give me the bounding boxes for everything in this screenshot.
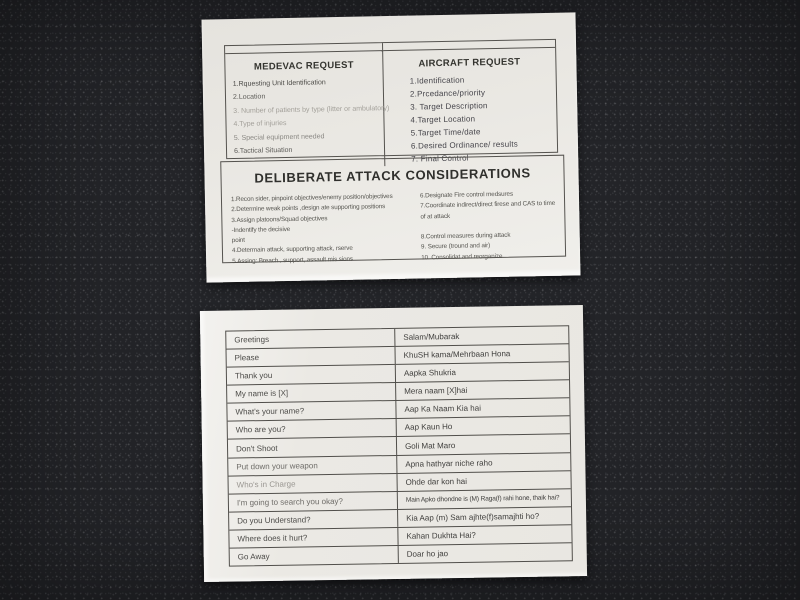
aircraft-item: 7. Final Control	[411, 153, 469, 164]
considerations-left-column	[231, 191, 421, 267]
considerations-section	[220, 155, 566, 264]
medevac-item: 4.Type of injuries	[233, 120, 287, 129]
medevac-item: 1.Rquesting Unit Identification	[232, 79, 326, 89]
phrase-translation: Apna hathyar niche raho	[405, 458, 493, 469]
phrase-translation: Kahan Dukhta Hai?	[406, 530, 476, 541]
phrase-translation: Aap Kaun Ho	[404, 422, 453, 433]
aircraft-item: 6.Desired Ordinance/ results	[410, 139, 519, 151]
phrase-english: Put down your weapon	[228, 455, 397, 475]
aircraft-item: 4.Target Location	[410, 114, 476, 125]
consideration-line: 5.Assing: Breach , support, assault mis sions	[232, 255, 353, 265]
medevac-item: 6.Tactical Situation	[233, 146, 293, 156]
phrase-translation: Aap Ka Naam Kia hai	[404, 403, 482, 415]
phrase-translation: Ohde dar kon hai	[405, 476, 468, 487]
aircraft-item: 1.Identification	[409, 75, 465, 86]
phrase-translation: Goli Mat Maro	[404, 440, 456, 451]
consideration-line: 7.Coordinate indirect/direct firese and CAS to time	[420, 200, 556, 210]
phrase-table	[225, 325, 573, 566]
request-table	[224, 39, 558, 164]
medevac-item: 3. Number of patients by type (litter or ambulatory)	[233, 104, 390, 115]
medevac-request-title: MEDEVAC REQUEST	[253, 59, 354, 73]
consideration-line: 4.Determain attack, supporting attack, rserve	[231, 245, 353, 255]
phrase-english: Go Away	[230, 546, 399, 566]
consideration-line: 6.Designate Fire control medsures	[419, 190, 514, 200]
phrase-translation: Aapka Shukria	[403, 368, 456, 379]
phrase-translation: KhuSH kama/Mehrbaan Hona	[403, 349, 511, 360]
consideration-line: of at attack	[420, 212, 451, 221]
phrase-translation: Main Apko dhondne is (M) Raga(f) rahi hone, thaik hai?	[405, 494, 560, 504]
phrase-english: Who's in Charge	[228, 474, 397, 494]
consideration-line: 2.Determine weak points ,design ate supporting positions	[231, 203, 386, 214]
phrase-translation: Doar ho jao	[406, 549, 449, 559]
phrase-translation: Salam/Mubarak	[403, 331, 460, 342]
aircraft-request-section	[383, 48, 557, 166]
phrase-english: Do you Understand?	[229, 510, 398, 530]
aircraft-item: 2.Prcedance/priority	[409, 88, 486, 99]
consideration-line: 9. Secure (tround and air)	[420, 242, 491, 251]
consideration-line: point	[231, 237, 245, 245]
consideration-line: 10. Consolidat and reorganize	[421, 252, 503, 262]
phrase-translation-card	[200, 305, 587, 582]
consideration-line: 1.Recon sider, pinpoint objectives/enemy position/objectives	[230, 192, 393, 204]
consideration-line: 3.Assign platoons/Squad objectives	[231, 214, 328, 224]
phrase-translation: Mera naam [X]hai	[404, 386, 468, 397]
tactical-request-card	[202, 12, 581, 282]
phrase-english: Where does it hurt?	[229, 528, 398, 548]
phrase-translation: Kia Aap (m) Sam ajhte(f)samajhti ho?	[406, 511, 540, 523]
phrase-english: Thank you	[227, 365, 396, 385]
phrase-english: Who are you?	[228, 419, 397, 439]
medevac-item: 2.Location	[232, 93, 266, 102]
aircraft-request-title: AIRCRAFT REQUEST	[418, 56, 521, 70]
phrase-english: What's your name?	[227, 401, 396, 421]
aircraft-request-list	[384, 72, 558, 166]
considerations-columns	[222, 189, 565, 268]
considerations-title: DELIBERATE ATTACK CONSIDERATIONS	[254, 165, 531, 186]
phrase-english: Please	[227, 347, 396, 367]
aircraft-item: 3. Target Description	[410, 101, 488, 112]
aircraft-item: 5.Target Time/date	[410, 127, 481, 138]
consideration-line: 8.Control measures during attack	[420, 231, 511, 241]
consideration-line: -Indentify the decisive	[231, 225, 291, 234]
phrase-english: Don't Shoot	[228, 437, 397, 457]
considerations-right-column	[420, 189, 556, 264]
medevac-request-list	[226, 75, 390, 158]
phrase-english: I'm going to search you okay?	[229, 492, 398, 512]
phrase-english: My name is [X]	[227, 383, 396, 403]
medevac-item: 5. Special equipment needed	[233, 132, 325, 142]
medevac-request-section	[225, 51, 390, 169]
phrase-english: Greetings	[226, 329, 395, 349]
